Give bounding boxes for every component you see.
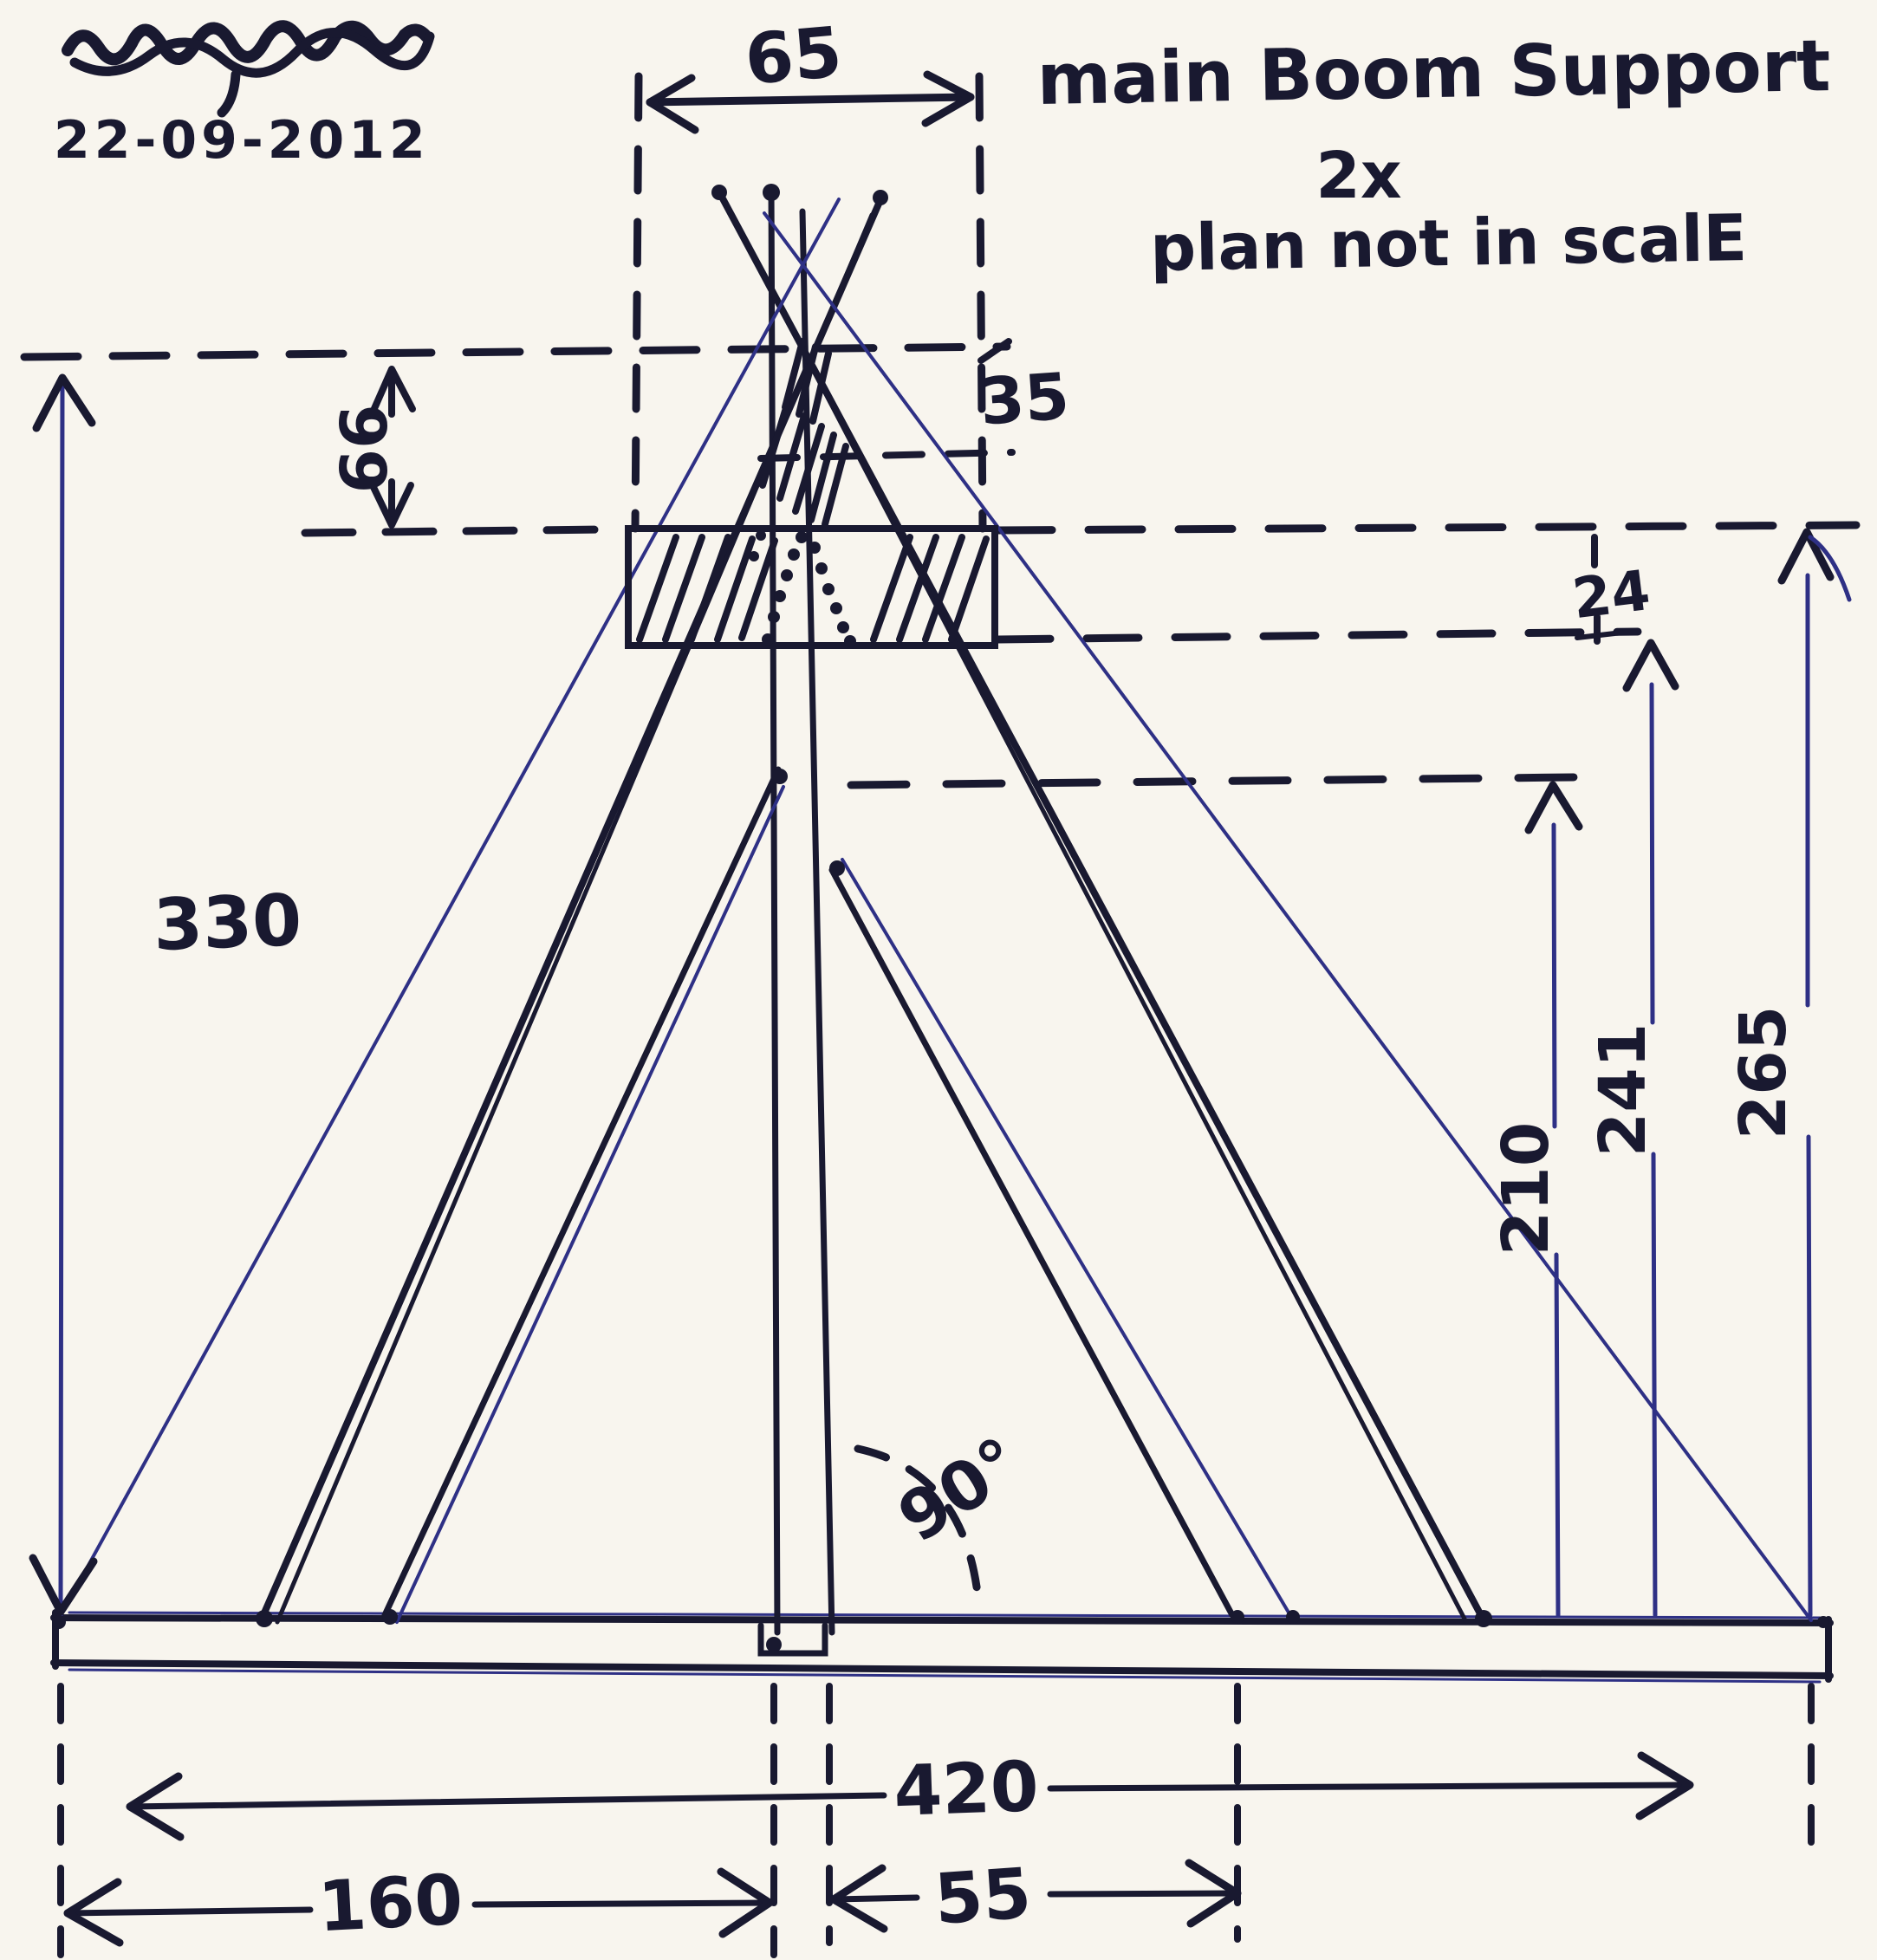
dim-base-span-label: 420 [892,1746,1041,1832]
post-right-line [802,211,832,1632]
dim-base-left-label: 160 [315,1859,465,1948]
beam-bottom-edge [54,1663,1830,1676]
scale-note: plan not in scalE [1149,200,1748,287]
dim-base-span [130,1746,1690,1837]
post-top-joint [763,184,780,201]
date-label: 22-09-2012 [54,110,430,171]
right-brace-joint [829,860,845,876]
beam-top-edge [54,1618,1830,1623]
left-brace [385,769,778,1615]
apex-offset-dashed [761,452,1012,458]
head-base-dashed-left [305,529,608,533]
dim-apex-offset-label: 35 [977,359,1072,440]
dim-height-inner-label: 210 [1489,1121,1563,1256]
dimension-annotations [33,11,1849,1947]
block-top-dashed-right [998,525,1856,530]
base-beam [54,1613,1830,1682]
cross-block-dotted-joint [749,530,856,647]
dim-post-offset [834,1853,1237,1940]
outer-right-leg-inner-line [730,210,1466,1622]
block-bottom-dashed-right [998,632,1638,639]
left-brace-joint [772,769,788,784]
dim-head-height-label: 66 [328,404,402,494]
dim-base-left [68,1859,770,1948]
dim-overall-height [33,378,303,1612]
braces [385,769,1291,1622]
right-brace-foot [1231,1610,1244,1624]
scribble-descender [222,75,236,113]
top-box-left-dashed [635,76,639,529]
center-post [761,187,832,1653]
right-leg-foot [1475,1610,1492,1627]
beam-left-corner [52,1615,66,1629]
drawing-title: main Boom Support [1036,25,1832,121]
dim-block-thickness [1569,537,1653,641]
dim-overall-height-label: 330 [152,879,303,967]
brace-datum-dashed [851,777,1575,785]
dim-top-width-label: 65 [742,11,846,101]
dim-height-outer-label: 265 [1726,1005,1801,1140]
dim-height-middle-label: 241 [1586,1022,1660,1158]
quantity-note: 2x [1315,139,1402,213]
dim-height-middle [1586,643,1675,1615]
dim-height-outer [1726,532,1849,1615]
dim-post-offset-label: 55 [932,1853,1034,1940]
left-leg-foot [256,1610,273,1627]
dim-height-inner [1489,785,1579,1615]
legs [57,189,1811,1622]
header-annotations [54,26,430,171]
dim-top-width [650,11,971,130]
dim-block-thickness-label: 24 [1568,559,1654,633]
dim-right-angle-label: 90° [885,1423,1036,1559]
left-brace-foot [382,1609,398,1625]
top-box-right-dashed [979,76,983,529]
post-foot [766,1637,782,1652]
joint-blobs [52,184,1829,1652]
post-left-line [771,187,777,1632]
upper-datum-dashed [24,347,1007,357]
title-block [1036,25,1831,286]
beam-right-corner [1817,1616,1829,1628]
dim-head-height [328,369,412,525]
